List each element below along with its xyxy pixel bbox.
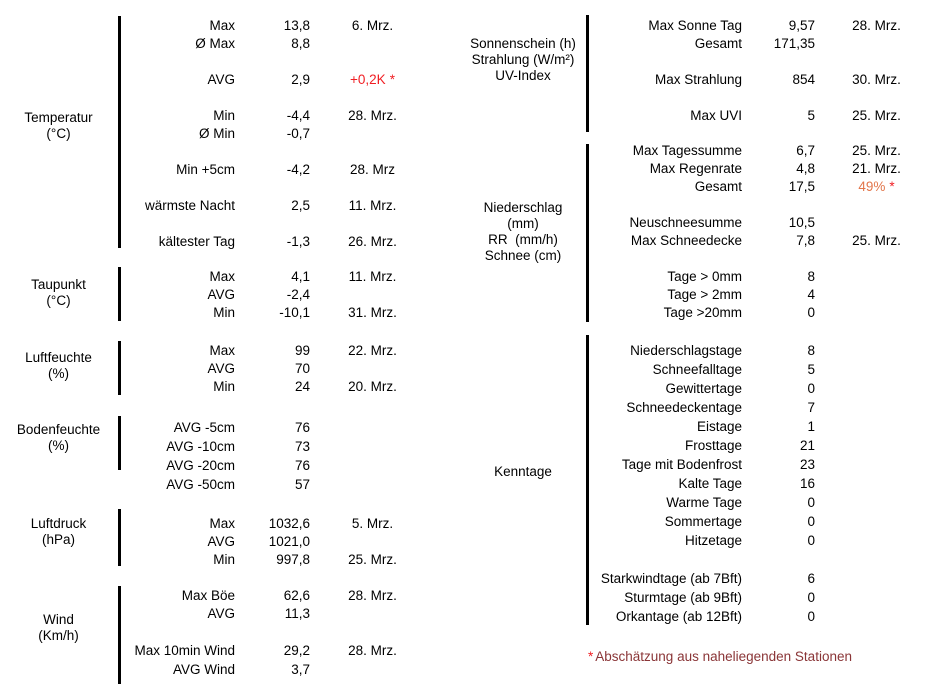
category-line: Schnee (cm) bbox=[484, 248, 562, 263]
estimate-asterisk: * bbox=[389, 71, 395, 87]
row-value: 10,5 bbox=[788, 214, 815, 230]
row-date-text: 5. Mrz. bbox=[351, 515, 394, 531]
category-line: (°C) bbox=[46, 126, 71, 141]
table-row bbox=[590, 360, 928, 379]
row-value: 9,57 bbox=[788, 17, 815, 33]
table-row bbox=[590, 436, 928, 455]
row-label: Min bbox=[213, 304, 235, 320]
row-label: Sommertage bbox=[664, 514, 742, 529]
row-label: Eistage bbox=[696, 419, 742, 434]
row-label: Ø Min bbox=[198, 125, 235, 141]
row-value: 8,8 bbox=[291, 35, 310, 51]
row-label: Max Böe bbox=[181, 587, 235, 603]
row-label: AVG bbox=[207, 71, 235, 87]
row-date-text: 28. Mrz. bbox=[852, 17, 901, 33]
row-date-text: 21. Mrz. bbox=[852, 160, 901, 176]
row-value: 1032,6 bbox=[268, 515, 310, 531]
row-value: 0 bbox=[807, 304, 815, 320]
table-row bbox=[590, 588, 928, 607]
row-date-text: 26. Mrz. bbox=[348, 233, 397, 249]
row-value: 6,7 bbox=[796, 142, 815, 158]
row-value: 23 bbox=[799, 457, 815, 472]
footnote-text: Abschätzung aus naheliegenden Stationen bbox=[595, 649, 852, 664]
row-label: Max bbox=[209, 268, 235, 284]
row-value: 11,3 bbox=[284, 606, 310, 622]
row-value: 1021,0 bbox=[268, 533, 310, 549]
row-date-text: 25. Mrz. bbox=[852, 107, 901, 123]
row-value: -1,3 bbox=[286, 233, 310, 249]
category-line: Niederschlag bbox=[483, 200, 563, 215]
row-label: Frosttage bbox=[684, 438, 742, 453]
row-date-text: 28. Mrz. bbox=[348, 587, 397, 603]
row-date-text: 6. Mrz. bbox=[351, 17, 394, 33]
category-line: (Km/h) bbox=[38, 628, 79, 643]
row-date-text: 28. Mrz bbox=[349, 161, 395, 177]
row-value: 5 bbox=[807, 107, 815, 123]
table-row bbox=[590, 455, 928, 474]
row-value: 4,1 bbox=[291, 268, 310, 284]
row-label: Niederschlagstage bbox=[630, 343, 742, 358]
row-label: Min bbox=[213, 107, 235, 123]
category-line: (°C) bbox=[46, 293, 71, 308]
row-value: 0 bbox=[807, 495, 815, 510]
row-value: 24 bbox=[294, 378, 310, 394]
row-date-text: 11. Mrz. bbox=[348, 197, 397, 213]
category-label-characteristic-days bbox=[460, 464, 586, 480]
category-line: Temperatur bbox=[24, 110, 93, 125]
row-label: Gesamt bbox=[694, 35, 742, 51]
row-value: 62,6 bbox=[283, 587, 310, 603]
row-value: 4 bbox=[807, 286, 815, 302]
row-value: -2,4 bbox=[286, 286, 310, 302]
row-value: -10,1 bbox=[279, 304, 310, 320]
row-label: AVG -10cm bbox=[166, 439, 235, 454]
row-date-text: 28. Mrz. bbox=[348, 643, 397, 659]
row-value: 997,8 bbox=[276, 551, 310, 567]
row-date-text: 31. Mrz. bbox=[348, 304, 397, 320]
row-label: Orkantage (ab 12Bft) bbox=[615, 609, 742, 624]
row-value: 29,2 bbox=[283, 643, 310, 659]
row-date-text: +0,2K bbox=[350, 71, 386, 87]
row-value: 0 bbox=[807, 590, 815, 605]
row-spacer bbox=[590, 550, 928, 569]
table-row bbox=[590, 341, 928, 360]
row-label: Tage > 2mm bbox=[667, 286, 742, 302]
row-value: -4,2 bbox=[286, 161, 310, 177]
category-line: Bodenfeuchte bbox=[16, 422, 101, 437]
row-value: 13,8 bbox=[283, 17, 310, 33]
category-line: Sonnenschein (h) bbox=[470, 36, 576, 51]
row-label: Tage > 0mm bbox=[667, 268, 742, 284]
row-label: wärmste Nacht bbox=[144, 197, 235, 213]
estimate-asterisk: * bbox=[889, 178, 895, 194]
row-label: Max bbox=[209, 17, 235, 33]
row-label: Schneefalltage bbox=[652, 362, 742, 377]
row-value: 21 bbox=[799, 438, 815, 453]
row-value: 73 bbox=[294, 439, 310, 454]
row-value: 0 bbox=[807, 514, 815, 529]
row-label: Max Strahlung bbox=[654, 71, 742, 87]
row-value: 0 bbox=[807, 609, 815, 624]
footnote bbox=[588, 649, 852, 664]
row-label: Gewittertage bbox=[665, 381, 742, 396]
row-value: 7 bbox=[807, 400, 815, 415]
row-label: AVG -20cm bbox=[166, 458, 235, 473]
row-value: 8 bbox=[807, 343, 815, 358]
row-label: Neuschneesumme bbox=[629, 214, 742, 230]
table-row bbox=[590, 493, 928, 512]
rows-characteristic-days bbox=[590, 341, 928, 626]
table-row bbox=[590, 417, 928, 436]
estimate-asterisk: * bbox=[588, 649, 594, 664]
table-row bbox=[590, 569, 928, 588]
row-value: 3,7 bbox=[291, 661, 310, 677]
row-value: -4,4 bbox=[286, 107, 310, 123]
category-line: Luftfeuchte bbox=[25, 350, 92, 365]
row-value: 57 bbox=[294, 477, 310, 492]
row-value: 854 bbox=[792, 71, 815, 87]
row-label: Sturmtage (ab 9Bft) bbox=[624, 590, 742, 605]
row-label: Schneedeckentage bbox=[626, 400, 742, 415]
row-value: 76 bbox=[294, 458, 310, 473]
row-value: 8 bbox=[807, 268, 815, 284]
table-row bbox=[590, 474, 928, 493]
row-label: Min bbox=[213, 378, 235, 394]
row-label: Tage >20mm bbox=[663, 304, 742, 320]
row-label: Max bbox=[209, 342, 235, 358]
row-label: Warme Tage bbox=[666, 495, 742, 510]
table-row bbox=[590, 398, 928, 417]
row-value: 16 bbox=[799, 476, 815, 491]
row-value: -0,7 bbox=[286, 125, 310, 141]
row-value: 76 bbox=[294, 420, 310, 435]
row-value: 6 bbox=[807, 571, 815, 586]
row-value: 2,9 bbox=[291, 71, 310, 87]
row-label: Gesamt bbox=[694, 178, 742, 194]
row-label: Max Schneedecke bbox=[630, 232, 742, 248]
row-label: Starkwindtage (ab 7Bft) bbox=[600, 571, 742, 586]
row-value: 70 bbox=[294, 360, 310, 376]
divider-bar bbox=[586, 335, 589, 625]
table-row bbox=[590, 512, 928, 531]
category-line: (mm) bbox=[507, 216, 539, 231]
row-label: Max 10min Wind bbox=[134, 643, 235, 659]
row-date-text: 25. Mrz. bbox=[348, 551, 397, 567]
row-label: kältester Tag bbox=[158, 233, 235, 249]
row-date-text: 49% bbox=[858, 178, 886, 194]
row-label: Max bbox=[209, 515, 235, 531]
row-label: AVG bbox=[207, 360, 235, 376]
category-line: Luftdruck bbox=[30, 516, 87, 531]
row-label: Max UVI bbox=[690, 107, 742, 123]
row-value: 1 bbox=[807, 419, 815, 434]
row-label: Max Regenrate bbox=[649, 160, 742, 176]
category-line: (hPa) bbox=[41, 532, 75, 547]
row-label: AVG Wind bbox=[172, 661, 235, 677]
row-value: 5 bbox=[807, 362, 815, 377]
row-value: 0 bbox=[807, 533, 815, 548]
table-row bbox=[590, 607, 928, 626]
row-date-text: 28. Mrz. bbox=[348, 107, 397, 123]
category-line: Kenntage bbox=[494, 464, 552, 479]
row-date-text: 20. Mrz. bbox=[348, 378, 397, 394]
row-value: 99 bbox=[294, 342, 310, 358]
row-value: 17,5 bbox=[788, 178, 815, 194]
row-label: AVG bbox=[207, 286, 235, 302]
row-value: 2,5 bbox=[291, 197, 310, 213]
row-label: Ø Max bbox=[195, 35, 235, 51]
row-date-text: 25. Mrz. bbox=[852, 142, 901, 158]
row-label: AVG bbox=[207, 606, 235, 622]
row-label: Kalte Tage bbox=[678, 476, 742, 491]
row-label: AVG -5cm bbox=[173, 420, 235, 435]
row-value: 171,35 bbox=[773, 35, 815, 51]
category-line: (%) bbox=[48, 366, 69, 381]
row-label: Min bbox=[213, 551, 235, 567]
row-date-text: 30. Mrz. bbox=[852, 71, 901, 87]
category-line: Taupunkt bbox=[31, 277, 86, 292]
table-row bbox=[590, 531, 928, 550]
category-line: UV-Index bbox=[495, 68, 551, 83]
category-line: Wind bbox=[43, 612, 74, 627]
row-label: Min +5cm bbox=[176, 161, 235, 177]
row-value: 0 bbox=[807, 381, 815, 396]
category-line: (%) bbox=[48, 438, 69, 453]
row-label: AVG bbox=[207, 533, 235, 549]
table-row bbox=[590, 379, 928, 398]
row-date-text: 22. Mrz. bbox=[348, 342, 397, 358]
row-label: Tage mit Bodenfrost bbox=[621, 457, 742, 472]
row-date-text: 25. Mrz. bbox=[852, 232, 901, 248]
row-label: Hitzetage bbox=[684, 533, 742, 548]
row-date-text: 11. Mrz. bbox=[348, 268, 397, 284]
category-line: RR (mm/h) bbox=[488, 232, 558, 247]
category-line: Strahlung (W/m²) bbox=[471, 52, 575, 67]
row-label: Max Sonne Tag bbox=[648, 17, 742, 33]
row-label: Max Tagessumme bbox=[632, 142, 742, 158]
row-value: 7,8 bbox=[796, 232, 815, 248]
row-label: AVG -50cm bbox=[166, 477, 235, 492]
row-value: 4,8 bbox=[796, 160, 815, 176]
